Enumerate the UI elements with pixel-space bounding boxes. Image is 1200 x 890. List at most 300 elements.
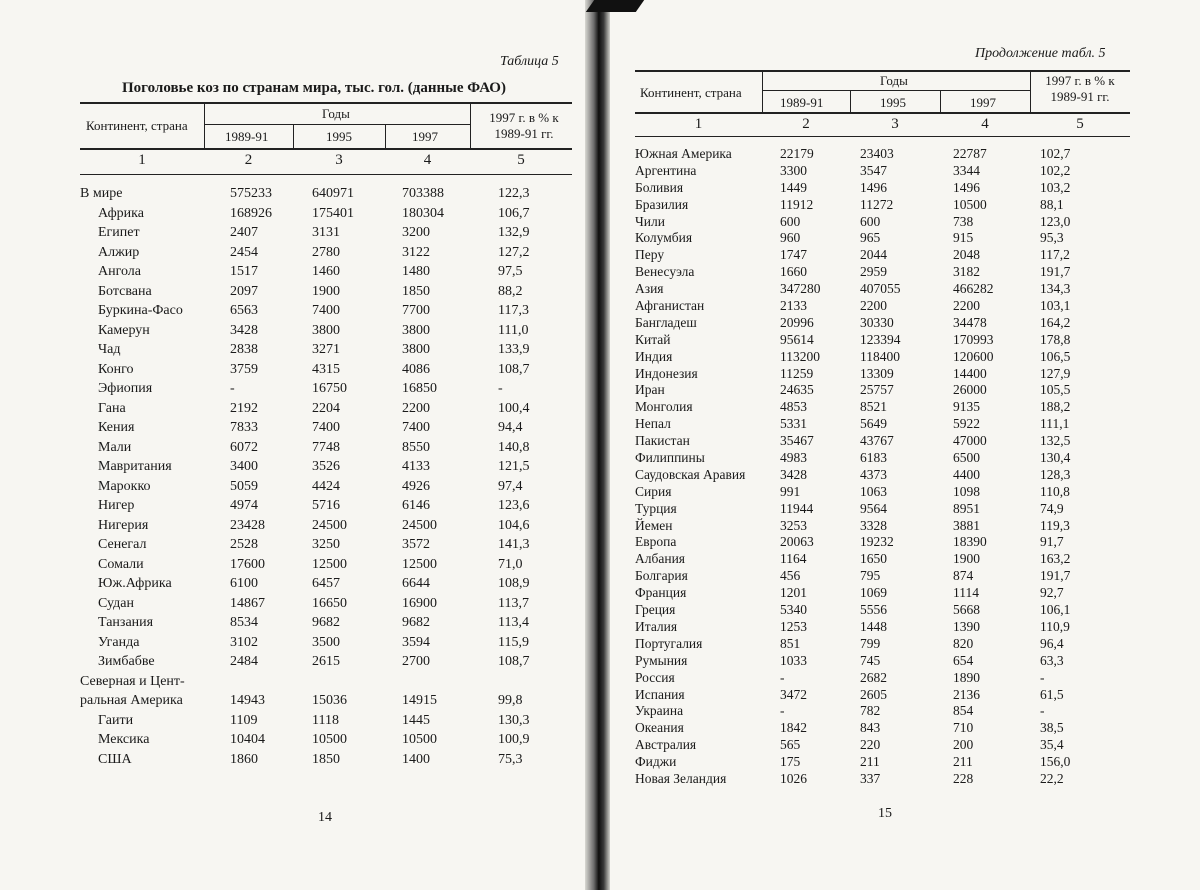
column-number: 3 (335, 152, 343, 168)
country-name: Чили (635, 213, 665, 229)
value-1989-91: 2133 (780, 298, 807, 314)
table-row (80, 186, 572, 206)
value-1995: 2200 (860, 298, 887, 314)
value-1997: 14915 (402, 693, 437, 708)
value-1997: 2200 (953, 298, 980, 314)
value-1995: 1448 (860, 618, 887, 634)
table-row (80, 498, 572, 518)
percent-change: 63,3 (1040, 652, 1064, 668)
value-1997: 200 (953, 737, 974, 753)
table-row (635, 230, 1130, 247)
table-row (635, 703, 1130, 720)
value-1995: 7400 (312, 303, 340, 318)
country-name: Перу (635, 247, 665, 263)
value-1989-91: 3428 (780, 466, 807, 482)
table-row (80, 537, 572, 557)
header-bottom-rule (80, 148, 572, 150)
value-1989-91: 1517 (230, 264, 258, 279)
value-1989-91: 14943 (230, 693, 265, 708)
table-row (635, 534, 1130, 551)
table-row (635, 737, 1130, 754)
value-1989-91: 3400 (230, 459, 258, 474)
value-1995: 11272 (860, 196, 894, 212)
header-divider (470, 102, 471, 148)
percent-change: - (1040, 703, 1045, 719)
value-1995: 2044 (860, 247, 887, 263)
value-1997: 5922 (953, 416, 980, 432)
table-row (80, 635, 572, 655)
table-row (635, 484, 1130, 501)
value-1995: 9682 (312, 615, 340, 630)
percent-change: 117,3 (498, 303, 529, 318)
value-1989-91: 22179 (780, 146, 814, 161)
header-year-3: 1997 (970, 95, 996, 110)
value-1989-91: 600 (780, 213, 801, 229)
country-name: Египет (98, 225, 140, 240)
header-top-rule (635, 70, 1130, 72)
value-1997: 6146 (402, 498, 430, 513)
header-country: Континент, страна (86, 118, 188, 133)
value-1997: 4926 (402, 478, 430, 494)
table-row (635, 602, 1130, 619)
table-row (80, 245, 572, 265)
country-name: Нигер (98, 498, 135, 513)
country-name: Болгария (635, 568, 688, 584)
country-name: Бангладеш (635, 314, 697, 330)
value-1997: 4133 (402, 459, 430, 474)
column-number: 4 (981, 116, 989, 132)
value-1995: 12500 (312, 556, 347, 572)
country-name: Португалия (635, 635, 703, 651)
column-number: 2 (244, 152, 253, 168)
header-country: Континент, страна (640, 85, 742, 100)
value-1995: 3500 (312, 634, 340, 650)
value-1995: 25757 (860, 382, 894, 398)
value-1997: 9135 (953, 399, 980, 415)
percent-change: 110,9 (1040, 618, 1070, 634)
table-row (80, 323, 572, 343)
percent-change: 96,4 (1040, 635, 1064, 651)
country-name: Италия (635, 618, 678, 634)
table-row (635, 298, 1130, 315)
value-1997: 24500 (402, 517, 437, 533)
percent-change: 111,1 (1040, 416, 1070, 432)
value-1995: 3131 (312, 225, 340, 240)
table-row (635, 754, 1130, 771)
value-1995: 1063 (860, 483, 887, 499)
percent-change: 133,9 (498, 342, 530, 357)
country-name: Зимбабве (98, 654, 155, 669)
percent-change: 103,2 (1040, 179, 1071, 195)
country-name: Австралия (635, 737, 697, 753)
value-1997: 3200 (402, 225, 430, 240)
value-1997: 6644 (402, 576, 430, 591)
percent-change: 123,6 (498, 498, 530, 513)
value-1997: 1890 (953, 669, 980, 685)
value-1989-91: 20063 (780, 534, 814, 550)
value-1989-91: - (230, 381, 235, 396)
table-row (635, 568, 1130, 585)
value-1989-91: 851 (780, 635, 801, 651)
value-1989-91: 575233 (230, 186, 272, 201)
country-name: Танзания (98, 615, 154, 630)
country-name: Африка (98, 205, 144, 221)
table-row (80, 440, 572, 460)
value-1989-91: 4983 (780, 450, 807, 466)
country-name: Чад (98, 342, 121, 357)
value-1989-91: 95614 (780, 331, 814, 347)
header-divider (204, 102, 205, 148)
value-1997: 654 (953, 652, 974, 668)
percent-change: 75,3 (498, 751, 523, 767)
header-bottom-rule (635, 112, 1130, 114)
value-1989-91: 2192 (230, 400, 258, 416)
value-1997: 47000 (953, 433, 987, 449)
table-row (80, 576, 572, 596)
value-1995: 799 (860, 635, 881, 651)
value-1997: 18390 (953, 534, 987, 550)
value-1995: 19232 (860, 534, 894, 550)
percent-change: 164,2 (1040, 314, 1071, 330)
table-row (80, 693, 572, 713)
table-row (635, 366, 1130, 383)
country-name: Йемен (635, 517, 673, 533)
value-1997: 3344 (953, 162, 980, 178)
table-row (80, 752, 572, 772)
value-1995: 30330 (860, 314, 894, 330)
percent-change: 117,2 (1040, 247, 1070, 263)
value-1995: 3271 (312, 342, 340, 357)
value-1997: 9682 (402, 615, 430, 630)
value-1997: 915 (953, 230, 974, 246)
value-1997: 3182 (953, 264, 980, 280)
percent-change: 35,4 (1040, 737, 1064, 753)
percent-change: 130,3 (498, 712, 530, 728)
country-name: Сомали (98, 556, 144, 572)
value-1995: 211 (860, 754, 880, 770)
value-1997: 5668 (953, 602, 980, 618)
table-row (635, 281, 1130, 298)
value-1995: 3250 (312, 537, 340, 552)
value-1997: 3572 (402, 537, 430, 552)
value-1997: 180304 (402, 205, 444, 221)
table-row (80, 654, 572, 674)
value-1997: 3881 (953, 517, 980, 533)
value-1995: 1496 (860, 179, 887, 195)
years-rule (204, 124, 470, 125)
value-1989-91: 3253 (780, 517, 807, 533)
percent-change: 132,9 (498, 225, 530, 240)
country-name: Непал (635, 416, 671, 432)
table-row (80, 303, 572, 323)
country-name: Юж.Африка (98, 576, 172, 591)
table-row (635, 450, 1130, 467)
table-row (635, 315, 1130, 332)
value-1989-91: 10404 (230, 732, 265, 747)
percent-change: 61,5 (1040, 686, 1064, 702)
header-divider (850, 90, 851, 112)
value-1995: 407055 (860, 281, 901, 297)
percent-change: 91,7 (1040, 534, 1064, 550)
percent-change: 74,9 (1040, 500, 1064, 516)
value-1989-91: 11944 (780, 500, 814, 516)
value-1997: 228 (953, 770, 974, 786)
percent-change: 156,0 (1040, 754, 1071, 770)
table-row (80, 557, 572, 577)
country-name: Азия (635, 281, 664, 297)
table-row (80, 401, 572, 421)
value-1997: 1900 (953, 551, 980, 567)
country-name: Европа (635, 534, 677, 550)
table-number: Таблица 5 (500, 54, 559, 69)
value-1989-91: 5059 (230, 478, 258, 494)
value-1995: 220 (860, 737, 881, 753)
page-left (0, 0, 585, 890)
country-name: Саудовская Аравия (635, 466, 746, 482)
header-top-rule (80, 102, 572, 104)
value-1995: 175401 (312, 205, 354, 221)
value-1995: 43767 (860, 433, 894, 449)
country-name: Нигерия (98, 517, 149, 533)
value-1989-91: 1026 (780, 770, 807, 786)
country-name: Колумбия (635, 230, 693, 246)
value-1997: 16850 (402, 381, 437, 396)
value-1989-91: 1033 (780, 652, 807, 668)
percent-change: 102,2 (1040, 162, 1071, 178)
value-1989-91: 6563 (230, 303, 258, 318)
value-1997: 2200 (402, 400, 430, 416)
table-row (80, 381, 572, 401)
percent-change: 163,2 (1040, 551, 1071, 567)
percent-change: 191,7 (1040, 568, 1071, 584)
value-1989-91: 2097 (230, 283, 258, 299)
value-1989-91: 6100 (230, 576, 258, 591)
value-1997: 1114 (953, 585, 979, 601)
value-1989-91: 1164 (780, 551, 807, 567)
percent-change: 97,5 (498, 264, 523, 279)
value-1995: 8521 (860, 399, 887, 415)
value-1995: 4373 (860, 466, 887, 482)
value-1997: 7700 (402, 303, 430, 318)
country-name: Албания (635, 551, 686, 567)
country-name: Мексика (98, 732, 150, 747)
table-row (80, 284, 572, 304)
table-row (80, 420, 572, 440)
country-name: Ботсвана (98, 283, 152, 299)
value-1989-91: 3472 (780, 686, 807, 702)
value-1995: 10500 (312, 732, 347, 747)
value-1997: 12500 (402, 556, 437, 572)
value-1989-91: 23428 (230, 517, 265, 533)
percent-change: 22,2 (1040, 770, 1064, 786)
value-1995: 2959 (860, 264, 887, 280)
value-1997: 170993 (953, 331, 994, 347)
percent-change: 119,3 (1040, 517, 1070, 533)
country-name: Марокко (98, 478, 151, 494)
value-1997: 466282 (953, 281, 994, 297)
column-number: 1 (694, 116, 703, 132)
table-row (635, 687, 1130, 704)
percent-change: - (1040, 669, 1045, 685)
column-number: 5 (1076, 116, 1084, 132)
value-1995: 640971 (312, 186, 354, 201)
country-name: Афганистан (635, 298, 705, 314)
header-years: Годы (322, 106, 350, 121)
country-name: Гаити (98, 712, 134, 728)
percent-change: 97,4 (498, 478, 523, 494)
value-1997: 16900 (402, 595, 437, 611)
value-1997: 1445 (402, 712, 430, 728)
value-1989-91: 20996 (780, 314, 814, 330)
value-1995: 1650 (860, 551, 887, 567)
value-1989-91: 565 (780, 737, 801, 753)
value-1989-91: 1842 (780, 720, 807, 736)
value-1989-91: 991 (780, 483, 801, 499)
header-divider (385, 124, 386, 148)
value-1995: 9564 (860, 500, 887, 516)
value-1997: 34478 (953, 314, 987, 330)
country-name: Китай (635, 331, 671, 347)
percent-change: 127,2 (498, 244, 530, 260)
value-1997: 22787 (953, 146, 987, 161)
value-1989-91: 3300 (780, 162, 807, 178)
country-name: Бразилия (635, 196, 689, 212)
country-name: Румыния (635, 652, 688, 668)
header-divider (293, 124, 294, 148)
table-row (635, 197, 1130, 214)
value-1989-91: 6072 (230, 439, 258, 455)
value-1989-91: 17600 (230, 556, 265, 572)
value-1989-91: 347280 (780, 281, 821, 297)
value-1995: 745 (860, 652, 881, 668)
value-1989-91: 7833 (230, 420, 258, 435)
value-1995: 1069 (860, 585, 887, 601)
country-name: Иран (635, 382, 665, 398)
value-1995: 7400 (312, 420, 340, 435)
percent-change: 104,6 (498, 517, 530, 533)
table-row (635, 332, 1130, 349)
percent-change: 132,5 (1040, 433, 1071, 449)
table-body (80, 186, 572, 771)
country-name: Испания (635, 686, 685, 702)
percent-change: 88,2 (498, 283, 523, 299)
country-name: Конго (98, 361, 134, 377)
value-1989-91: 24635 (780, 382, 814, 398)
header-year-2: 1995 (880, 95, 906, 110)
percent-change: 121,5 (498, 459, 530, 474)
table-row (635, 416, 1130, 433)
value-1995: 3328 (860, 517, 887, 533)
value-1989-91: 11912 (780, 196, 814, 212)
table-row (635, 636, 1130, 653)
value-1989-91: 2407 (230, 225, 258, 240)
value-1989-91: 2838 (230, 342, 258, 357)
value-1989-91: 3428 (230, 322, 258, 338)
value-1995: 7748 (312, 439, 340, 455)
value-1997: 820 (953, 635, 974, 651)
percent-change: 134,3 (1040, 281, 1071, 297)
value-1997: 7400 (402, 420, 430, 435)
country-name: Мавритания (98, 459, 172, 474)
table-row (635, 146, 1130, 163)
value-1995: 3547 (860, 162, 887, 178)
percent-change: 102,7 (1040, 146, 1071, 161)
value-1995: 23403 (860, 146, 894, 161)
percent-change: 141,3 (498, 537, 530, 552)
value-1989-91: 4974 (230, 498, 258, 513)
value-1989-91: 456 (780, 568, 801, 584)
value-1995: 4424 (312, 478, 340, 494)
value-1997: 1400 (402, 751, 430, 767)
value-1989-91: 3102 (230, 634, 258, 650)
value-1989-91: 960 (780, 230, 801, 246)
table-row (635, 433, 1130, 450)
country-name: Судан (98, 595, 134, 611)
table-row (635, 399, 1130, 416)
value-1995: 782 (860, 703, 881, 719)
header-year-3: 1997 (412, 129, 438, 144)
value-1989-91: 11259 (780, 365, 814, 381)
header-divider (1030, 70, 1031, 112)
value-1995: 118400 (860, 348, 900, 364)
table-row (635, 670, 1130, 687)
percent-change: 106,1 (1040, 602, 1071, 618)
value-1997: 211 (953, 754, 973, 770)
value-1995: 795 (860, 568, 881, 584)
table-row (635, 720, 1130, 737)
table-row (80, 713, 572, 733)
column-number: 3 (891, 116, 899, 132)
value-1995: 965 (860, 230, 881, 246)
percent-change: 103,1 (1040, 298, 1071, 314)
table-row (80, 596, 572, 616)
value-1997: 2048 (953, 247, 980, 263)
table-row (635, 771, 1130, 788)
table-row (80, 615, 572, 635)
table-row (635, 501, 1130, 518)
table-row (635, 214, 1130, 231)
value-1997: 1496 (953, 179, 980, 195)
value-1995: 600 (860, 213, 881, 229)
page-number: 15 (878, 806, 892, 821)
value-1997: 3800 (402, 322, 430, 338)
value-1989-91: 168926 (230, 205, 272, 221)
country-name: Филиппины (635, 450, 705, 466)
header-year-1: 1989-91 (225, 129, 269, 144)
percent-change: 108,7 (498, 361, 530, 377)
header-divider (762, 70, 763, 112)
table-row (635, 518, 1130, 535)
value-1997: 8951 (953, 500, 980, 516)
percent-change: 113,4 (498, 615, 529, 630)
value-1989-91: 5331 (780, 416, 807, 432)
value-1997: 3800 (402, 342, 430, 357)
value-1989-91: 1109 (230, 712, 258, 728)
country-name: Уганда (98, 634, 140, 650)
country-name: Украина (635, 703, 684, 719)
table-row (635, 247, 1130, 264)
value-1995: 1900 (312, 283, 340, 299)
value-1997: 874 (953, 568, 974, 584)
table-row (80, 225, 572, 245)
percent-change: 108,9 (498, 576, 530, 591)
years-rule (762, 90, 1030, 91)
country-name: Гана (98, 400, 126, 416)
value-1997: 120600 (953, 348, 994, 364)
value-1997: 738 (953, 213, 974, 229)
table-row (635, 349, 1130, 366)
table-row (80, 342, 572, 362)
